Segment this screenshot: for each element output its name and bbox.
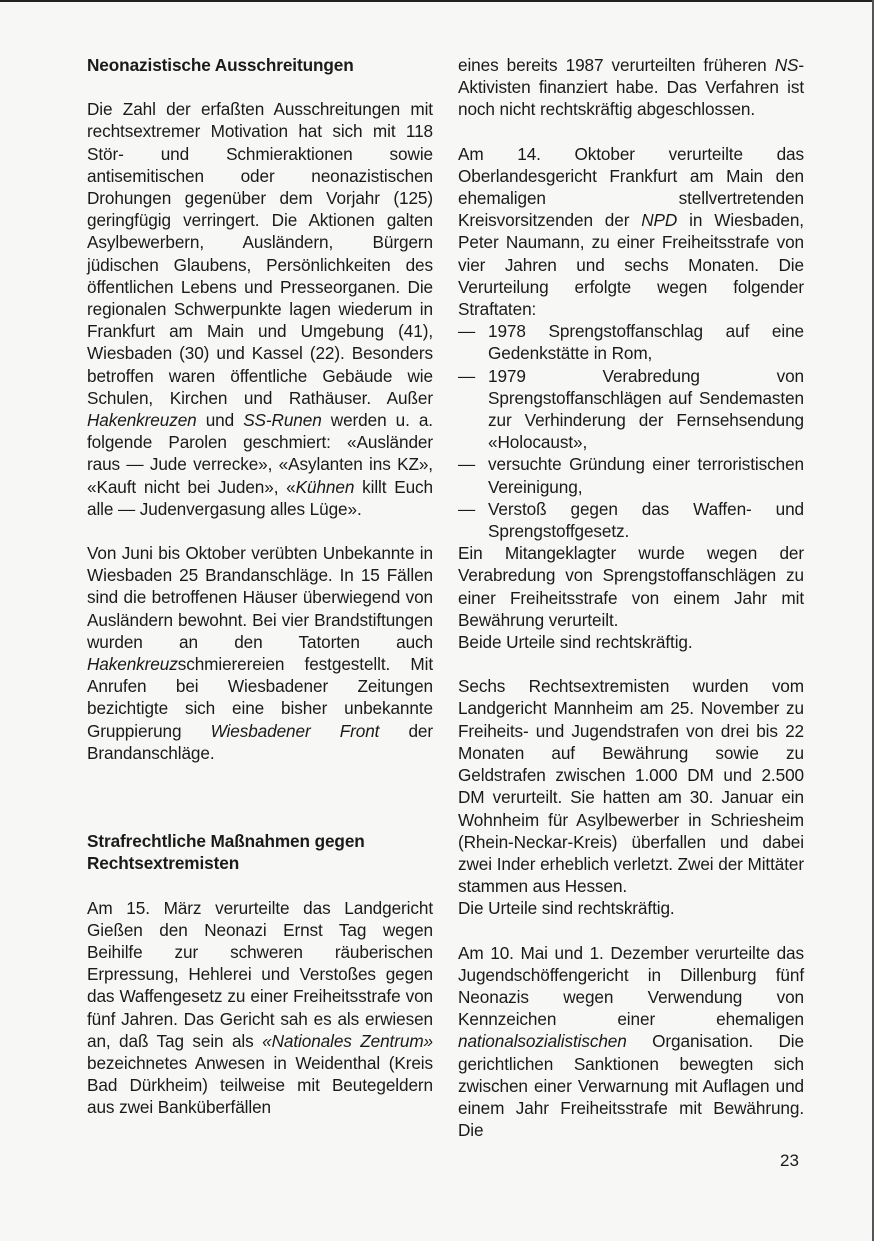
paragraph-excesses-overview: [87, 98, 433, 520]
text-run: -Aktivisten finanziert habe. Das Verfahren ist noch nicht rechtskräftig abgeschlossen.: [458, 55, 804, 120]
paragraph-mannheim-verdict: Sechs Rechtsextremisten wurden vom Landgericht Mannheim am 25. November zu Freiheits- und Jugendstrafen von drei bis 22 Monaten auf Bewährung sowie zu Geldstrafen zwischen 1.000 DM und 2.500 DM verurteilt. Sie hatten am 30. Januar ein Wohnheim für Asylbewerber in Schriesheim (Rhein-Neckar-Kreis) überfallen und dabei zwei Inder erheblich verletzt. Zwei der Mittäter stammen aus Hessen.: [458, 676, 804, 897]
paragraph-verdicts-final-2: Die Urteile sind rechtskräftig.: [458, 898, 675, 919]
paragraph-dillenburg-verdict: [458, 942, 804, 1142]
emphasis-term: NPD: [641, 210, 678, 231]
dash-bullet: —: [458, 365, 476, 386]
list-item: [458, 453, 804, 497]
dash-bullet: —: [458, 498, 476, 519]
paragraph-verdicts-final: Beide Urteile sind rechtskräftig.: [458, 632, 693, 653]
left-column: [87, 54, 433, 1119]
list-item: [458, 365, 804, 454]
text-run: Die Zahl der erfaßten Ausschreitungen mit rechtsextremer Motivation hat sich mit 118 Stör- und Schmieraktionen sowie antisemitischen oder neonazistischen Drohungen gegenüber dem Vorjahr (125) geringfügig verringert. Die Aktionen galten Asylbewerbern, Ausländern, Bürgern jüdischen Glaubens, Persönlichkeiten des öffentlichen Lebens und Presseorganen. Die regionalen Schwerpunkte lagen wiederum in Frankfurt am Main und Umgebung (41), Wiesbaden (30) und Kassel (22). Besonders betroffen waren öffentliche Gebäude wie Schulen, Kirchen und Rathäuser. Außer: [87, 99, 433, 408]
list-item: [458, 498, 804, 542]
heading-criminal-measures: Strafrechtliche Maßnahmen gegen Rechtsextremisten: [87, 831, 365, 874]
text-run: Organisation. Die gerichtlichen Sanktionen bewegten sich zwischen einer Verwarnung mit Auflagen und einem Jahr Freiheitsstrafe mit Bewährung. Die: [458, 1031, 804, 1141]
list-item-text: 1979 Verabredung von Sprengstoffanschlägen auf Sendemasten zur Verhinderung der Fernsehsendung «Holocaust»,: [488, 365, 804, 453]
emphasis-term: nationalsozialistischen: [458, 1031, 627, 1052]
emphasis-term: Hakenkreuzen: [87, 410, 197, 431]
list-item-text: Verstoß gegen das Waffen- und Sprengstoffgesetz.: [488, 498, 804, 542]
emphasis-term: Wiesbadener Front: [210, 720, 380, 741]
dash-bullet: —: [458, 321, 476, 342]
paragraph-ns-activist: [458, 54, 804, 121]
paragraph-arson-attacks: [87, 542, 433, 764]
paragraph-giessen-verdict: [87, 897, 433, 1119]
emphasis-term: Hakenkreuz: [87, 654, 178, 675]
emphasis-term: SS-Runen: [243, 410, 322, 431]
text-run: und: [196, 410, 244, 431]
text-run: Von Juni bis Oktober verübten Unbekannte in Wiesbaden 25 Brandanschläge. In 15 Fällen sind die betroffenen Häuser überwiegend von Ausländern bewohnt. Bei vier Brandstiftungen wurden an den Tatorten auch: [87, 543, 433, 652]
text-run: bezeichnetes Anwesen in Weidenthal (Kreis Bad Dürkheim) teilweise mit Beutegeldern aus zwei Banküberfällen: [87, 1052, 433, 1118]
text-run: Am 15. März verurteilte das Landgericht Gießen den Neonazi Ernst Tag wegen Beihilfe zur schweren räuberischen Erpressung, Hehlerei und Verstoßes gegen das Waffengesetz zu einer Freiheitsstrafe von fünf Jahren. Das Gericht sah es als erwiesen an, daß Tag sein als: [87, 897, 433, 1051]
heading-neonazi-excesses: Neonazistische Ausschreitungen: [87, 55, 354, 75]
text-run: eines bereits 1987 verurteilten früheren: [458, 55, 775, 75]
dash-bullet: —: [458, 454, 476, 475]
top-border: [0, 0, 874, 2]
text-run: werden u. a. folgende Parolen geschmiert: «Ausländer raus — Jude verrecke», «Asylanten ins KZ», «Kauft nicht bei Juden», «: [87, 410, 433, 497]
text-run: Am 10. Mai und 1. Dezember verurteilte das Jugendschöffengericht in Dillenburg fünf Neonazis wegen Verwendung von Kennzeichen einer ehemaligen: [458, 942, 804, 1030]
list-item: [458, 320, 804, 364]
paragraph-co-defendant: Ein Mitangeklagter wurde wegen der Verabredung von Sprengstoffanschlägen zu einer Freiheitsstrafe von einem Jahr mit Bewährung verurteilt.: [458, 543, 804, 630]
text-run: in Wiesbaden, Peter Naumann, zu einer Freiheitsstrafe von vier Jahren und sechs Monaten. Die Verurteilung erfolgte wegen folgender Straftaten:: [458, 210, 804, 320]
right-column: [458, 54, 804, 1141]
list-item-text: versuchte Gründung einer terroristischen Vereinigung,: [488, 454, 804, 497]
emphasis-term: Kühnen: [295, 476, 355, 497]
text-run: killt Euch alle — Judenvergasung alles Lüge».: [87, 476, 434, 519]
paragraph-frankfurt-verdict: [458, 143, 804, 321]
emphasis-term: NS: [774, 55, 799, 75]
list-item-text: 1978 Sprengstoffanschlag auf eine Gedenkstätte in Rom,: [488, 321, 804, 364]
text-run: Am 14. Oktober verurteilte das Oberlandesgericht Frankfurt am Main den ehemaligen stellvertretenden Kreisvorsitzenden der: [458, 143, 804, 231]
emphasis-term: «Nationales Zentrum»: [262, 1030, 433, 1051]
page-number: 23: [780, 1151, 799, 1170]
text-run: der Brandanschläge.: [87, 720, 434, 763]
text-run: schmierereien festgestellt. Mit Anrufen bei Wiesbadener Zeitungen bezichtigte sich eine bisher unbekannte Gruppierung: [87, 654, 433, 741]
